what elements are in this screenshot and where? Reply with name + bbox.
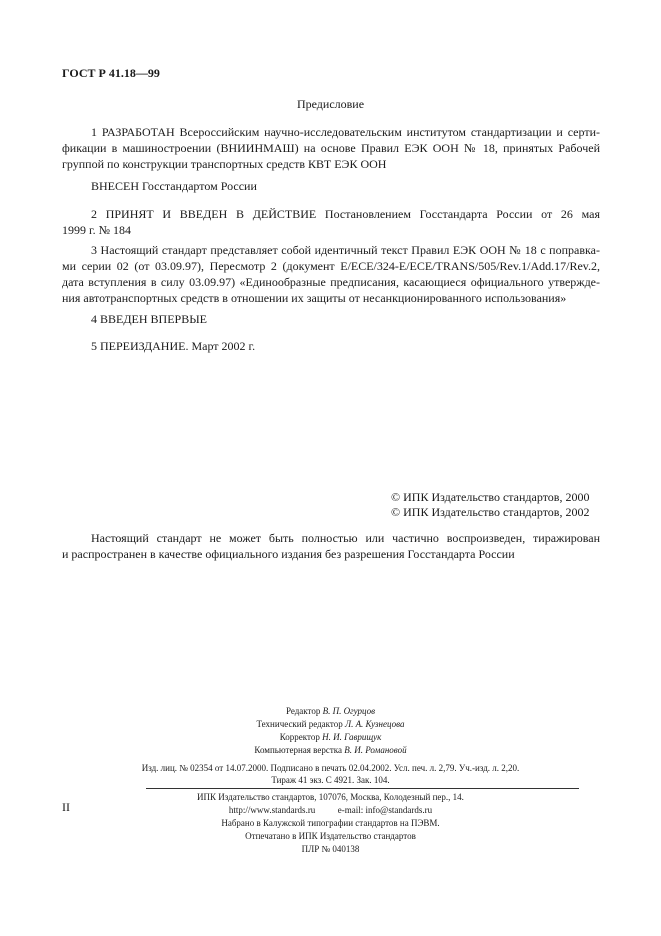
publisher-line-2: http://www.standards.ru e-mail: info@standards.ru xyxy=(228,805,433,815)
publisher-line-5: ПЛР № 040138 xyxy=(301,844,360,854)
item-3-line-4: ния автотранспортных средств в отношении их защиты от несанкционированного использования» xyxy=(62,291,567,305)
item-introduced-by: ВНЕСЕН Госстандартом России xyxy=(91,179,257,193)
copyright-2002: © ИПК Издательство стандартов, 2002 xyxy=(391,505,590,519)
publisher-line-3: Набрано в Калужской типографии стандартов на ПЭВМ. xyxy=(221,818,440,828)
tech-editor-role: Технический редактор xyxy=(256,719,343,729)
print-info-line-1: Изд. лиц. № 02354 от 14.07.2000. Подписано в печать 02.04.2002. Усл. печ. л. 2,79. Уч.-изд. л. 2,20. xyxy=(141,763,520,773)
layout-role: Компьютерная верстка xyxy=(254,745,342,755)
copyright-2000: © ИПК Издательство стандартов, 2000 xyxy=(391,490,590,504)
tech-editor-name: Л. А. Кузнецова xyxy=(344,719,405,729)
credit-layout xyxy=(0,744,661,757)
item-3-line-3: дата вступления в силу 03.09.97) «Единообразные предписания, касающиеся официального утвержде- xyxy=(62,275,600,289)
reproduction-notice xyxy=(62,530,600,562)
publisher-line-4: Отпечатано в ИПК Издательство стандартов xyxy=(245,831,416,841)
item-5-reissue: 5 ПЕРЕИЗДАНИЕ. Март 2002 г. xyxy=(91,339,256,353)
notice-line-2: и распространен в качестве официального издания без разрешения Госстандарта России xyxy=(62,547,515,561)
item-1-line-3: группой по конструкции транспортных средств КВТ ЕЭК ООН xyxy=(62,157,387,171)
credit-tech-editor xyxy=(0,718,661,731)
editor-name: В. П. Огурцов xyxy=(322,706,376,716)
item-3-line-2: ми серии 02 (от 03.09.97), Пересмотр 2 (документ E/ECE/324-E/ECE/TRANS/505/Rev.1/Add.17/Rev.2, xyxy=(62,259,600,273)
document-code: ГОСТ Р 41.18—99 xyxy=(62,66,160,80)
layout-name: В. И. Романовой xyxy=(344,745,407,755)
page-number: II xyxy=(62,800,70,814)
notice-line-1: Настоящий стандарт не может быть полностью или частично воспроизведен, тиражирован xyxy=(91,531,600,545)
item-1-line-1: 1 РАЗРАБОТАН Всероссийским научно-исследовательским институтом стандартизации и серти- xyxy=(91,125,600,139)
item-2-line-1: 2 ПРИНЯТ И ВВЕДЕН В ДЕЙСТВИЕ Постановлением Госстандарта России от 26 мая xyxy=(91,207,600,221)
preface-title: Предисловие xyxy=(296,97,365,111)
item-1-line-2: фикации в машиностроении (ВНИИНМАШ) на основе Правил ЕЭК ООН № 18, принятых Рабочей xyxy=(62,141,600,155)
publisher-divider xyxy=(146,788,579,789)
credit-corrector xyxy=(0,731,661,744)
print-info-line-2: Тираж 41 экз. С 4921. Зак. 104. xyxy=(271,775,390,785)
publisher-line-1: ИПК Издательство стандартов, 107076, Москва, Колодезный пер., 14. xyxy=(197,792,464,802)
item-1-developed xyxy=(62,124,600,172)
credit-editor xyxy=(0,705,661,718)
editor-role: Редактор xyxy=(285,706,321,716)
item-2-line-2: 1999 г. № 184 xyxy=(62,223,132,237)
corrector-name: Н. И. Гаврищук xyxy=(322,732,382,742)
corrector-role: Корректор xyxy=(279,732,320,742)
item-3-line-1: 3 Настоящий стандарт представляет собой идентичный текст Правил ЕЭК ООН № 18 с поправка- xyxy=(91,243,600,257)
item-2-adopted xyxy=(62,206,600,238)
item-3-identical-text xyxy=(62,242,600,306)
item-4-first-introduced: 4 ВВЕДЕН ВПЕРВЫЕ xyxy=(91,312,207,326)
